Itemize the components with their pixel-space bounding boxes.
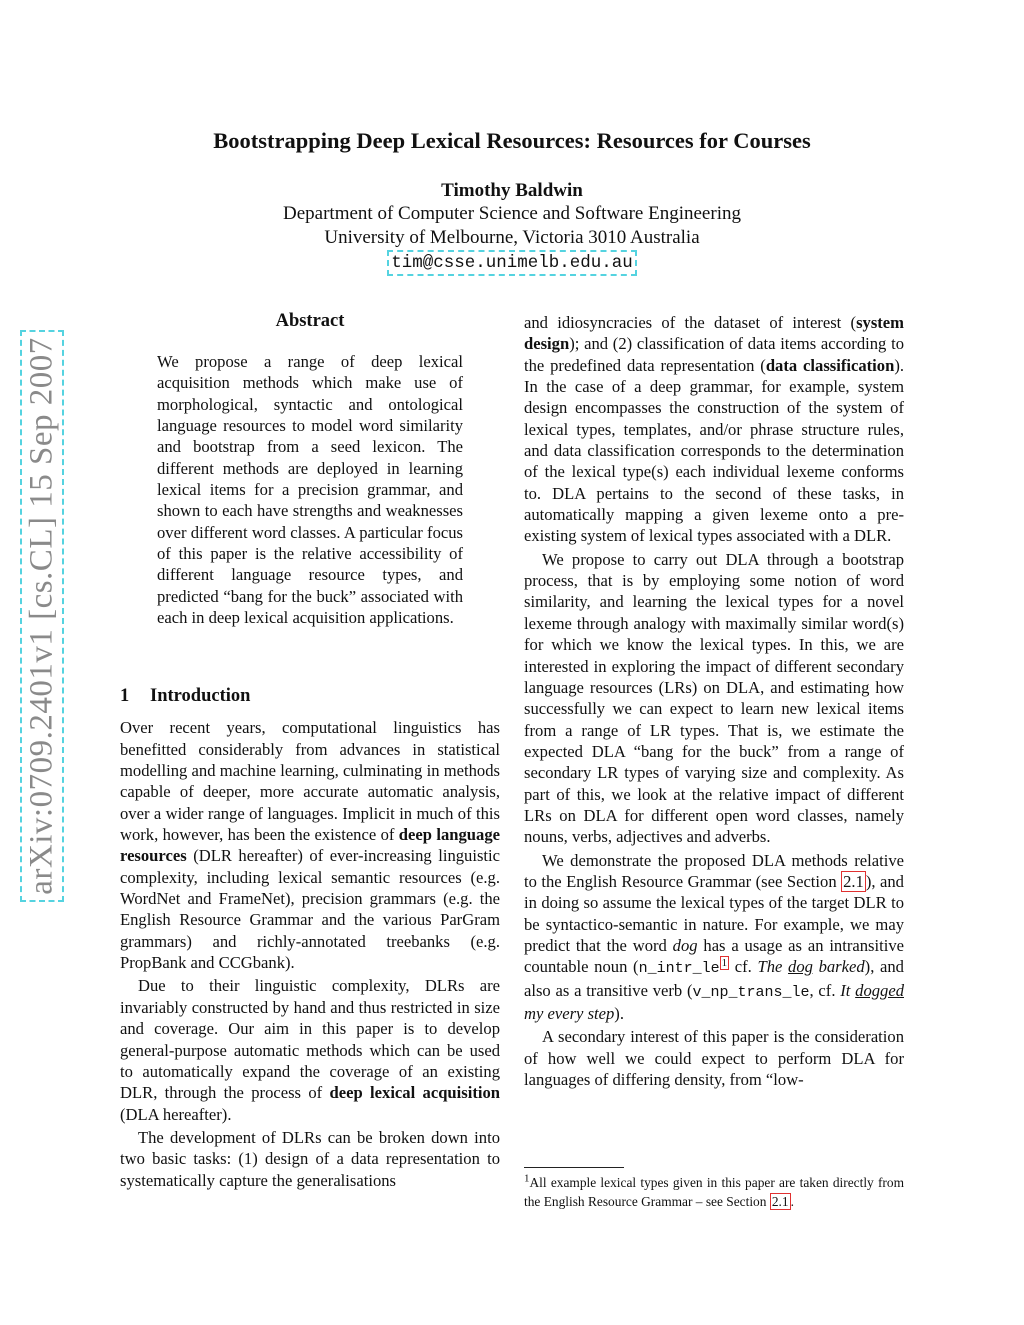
example-sentence <box>757 957 864 976</box>
text-run: has a usage as an intransitive countable noun ( <box>524 935 904 977</box>
footnote-mark: 1 <box>524 1172 530 1185</box>
lexical-type: v_np_trans_le <box>692 983 810 1001</box>
underlined-word: dog <box>788 957 813 977</box>
paragraph <box>524 312 904 547</box>
footnote-reference-link[interactable]: 1 <box>721 956 728 969</box>
paragraph: A secondary interest of this paper is the consideration of how well we could expect to perform DLA for languages of differing density, from “low- <box>524 1027 904 1090</box>
author-institution: University of Melbourne, Victoria 3010 Australia <box>324 227 700 248</box>
text-run: my every step <box>524 1004 615 1023</box>
text-run: ), and in doing so assume the lexical types of the target DLR to be syntactico-semantic in nature. For example, we may predict that the word <box>524 871 904 955</box>
text-run: The development of DLRs can be broken down into two basic tasks: (1) design of a data representation to systematically capture the generalisations <box>120 1127 500 1190</box>
right-column <box>524 312 904 1092</box>
bold-term: data classification <box>765 355 895 375</box>
section-reference-link[interactable]: 2.1 <box>843 871 864 891</box>
paragraph <box>120 1127 500 1191</box>
section-heading <box>120 686 500 707</box>
author-name: Timothy Baldwin <box>441 180 583 201</box>
text-run: We demonstrate the proposed DLA methods relative to the English Resource Grammar (see Section <box>524 850 904 891</box>
paragraph <box>120 975 500 1124</box>
left-column <box>120 686 500 1193</box>
footnote-divider <box>524 1167 624 1168</box>
paragraph <box>120 717 500 973</box>
underlined-word: dogged <box>855 980 904 1000</box>
text-run: ), and also as a transitive verb ( <box>524 957 904 1000</box>
text-run: ); and (2) classification of data items according to the predefined data representation ( <box>524 334 904 375</box>
arxiv-identifier: arXiv:0709.2401v1 [cs.CL] 15 Sep 2007 <box>23 337 60 895</box>
text-run: ). <box>614 1004 624 1023</box>
bold-term: deep lexical acquisition <box>329 1083 500 1103</box>
text-run: It <box>840 980 856 1000</box>
text-run: ). In the case of a deep grammar, for example, system design encompasses the construction of the system of lexical types, templates, and/or phrase structure rules, and data classification corresponds to the determination of the lexical type(s) each individual lexeme conforms to. DLA pertains to the second of these tasks, in automatically mapping a given lexeme onto a pre-existing system of lexical types associated with a DLR. <box>524 355 904 546</box>
text-run: cf. <box>729 957 758 977</box>
paragraph: We propose to carry out DLA through a bootstrap process, that is by employing some notion of word similarity, and learning the lexical types for a novel lexeme through analogy with maximally similar word(s) for which we know the lexical types. In this, we are interested in exploring the impact of different secondary language resources (LRs) on DLA, and estimating how successfully we can expect to learn new lexical items from a range of LR types. That is, we estimate the expected DLA “bang for the buck” from a range of secondary LR types of varying size and complexity. As part of this, we look at the relative impact of different LRs on DLA for different open word classes, namely nouns, verbs, adjectives and adverbs. <box>524 549 904 847</box>
text-run: Over recent years, computational linguistics has benefitted considerably from advances in statistical modelling and machine learning, culminating in methods capable of deeper, more accurate automatic analysis, over a wider range of languages. Implicit in much of this work, however, has been the existence of <box>120 718 500 845</box>
text-run: (DLR hereafter) of ever-increasing linguistic complexity, including lexical semantic resources (e.g. WordNet and FrameNet), precision grammars (e.g. the English Resource Grammar and the various ParGram grammars) and richly-annotated treebanks (e.g. PropBank and CCGbank). <box>120 846 500 973</box>
footnote-text: All example lexical types given in this paper are taken directly from the English Resource Grammar – see Section <box>524 1175 904 1209</box>
text-run: (DLA hereafter). <box>120 1104 232 1124</box>
text-run: , cf. <box>809 980 841 1000</box>
abstract-text: We propose a range of deep lexical acquisition methods which make use of morphological, syntactic and ontological language resources to model word similarity and bootstrap from a seed lexicon. The different methods are deployed in learning lexical items for a precision grammar, and shown to each have strengths and weaknesses over different word classes. A particular focus of this paper is the relative accessibility of different language resource types, and predicted “bang for the buck” associated with each in deep lexical acquisition applications. <box>157 352 463 628</box>
text-run: barked <box>812 957 865 977</box>
text-run: and idiosyncracies of the dataset of interest ( <box>524 313 857 332</box>
bold-term: deep language resources <box>120 825 500 866</box>
paper-title: Bootstrapping Deep Lexical Resources: Resources for Courses <box>213 128 811 153</box>
arxiv-identifier-link[interactable] <box>20 330 64 902</box>
footnote <box>524 1173 904 1211</box>
section-number: 1 <box>120 686 130 706</box>
text-run: . <box>790 1194 794 1209</box>
lexical-type: n_intr_le <box>638 960 720 978</box>
text-run: The <box>757 957 789 977</box>
text-run: Due to their linguistic complexity, DLRs are invariably constructed by hand and thus restricted in size and coverage. Our aim in this paper is to develop general-purpose automatic methods which can be used to automatically expand the coverage of an existing DLR, through the process of <box>120 976 500 1103</box>
author-email-link[interactable]: tim@csse.unimelb.edu.au <box>387 250 637 276</box>
abstract-heading: Abstract <box>275 311 345 331</box>
author-email-row <box>0 250 1024 276</box>
section-reference-link[interactable]: 2.1 <box>771 1194 789 1209</box>
italic-word: dog <box>672 935 698 955</box>
section-title: Introduction <box>150 686 251 706</box>
author-department: Department of Computer Science and Software Engineering <box>283 203 741 224</box>
bold-term: system design <box>524 313 904 354</box>
paragraph <box>524 850 904 1025</box>
